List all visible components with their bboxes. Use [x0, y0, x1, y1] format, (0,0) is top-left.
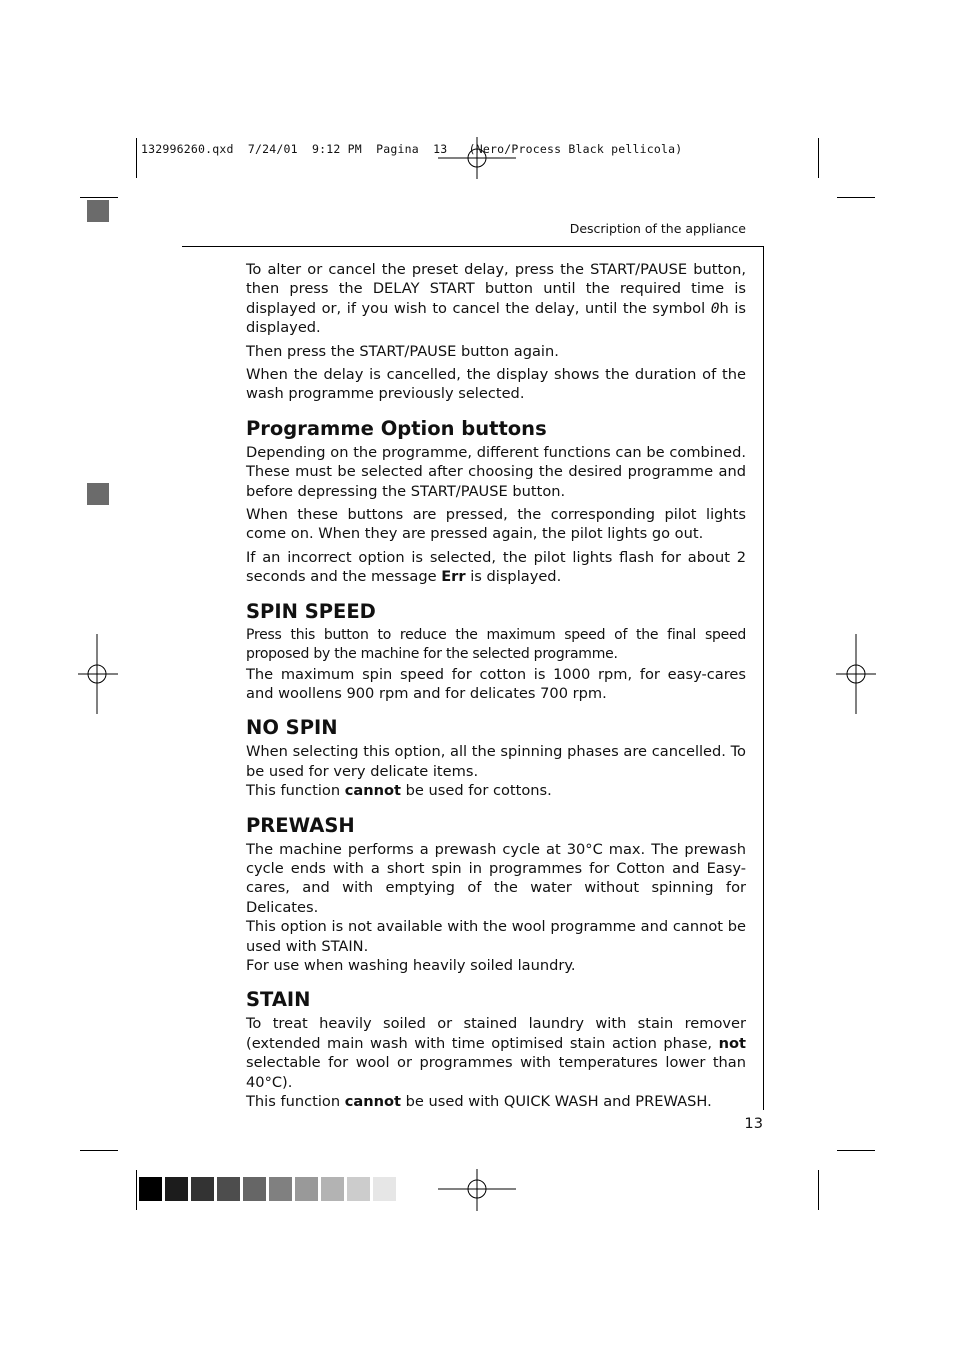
- spin-speed-paragraph-1: Press this button to reduce the maximum speed of the final speed proposed by the machine for the selected programme.: [246, 626, 746, 663]
- tone-swatch: [165, 1177, 188, 1201]
- stain-paragraph-2: This function cannot be used with QUICK WASH and PREWASH.: [246, 1093, 712, 1110]
- prewash-paragraph-2: This option is not available with the wool programme and cannot be used with STAIN.: [246, 918, 746, 955]
- tone-swatch: [139, 1177, 162, 1201]
- section-title-options: Programme Option buttons: [246, 416, 547, 440]
- intro-paragraph-2: Then press the START/PAUSE button again.: [246, 342, 559, 360]
- thumb-tab-lower: [87, 483, 109, 505]
- print-slug: 132996260.qxd 7/24/01 9:12 PM Pagina 13 (Nero/Process Black pellicola): [141, 142, 683, 156]
- tone-swatch: [191, 1177, 214, 1201]
- registration-mark-bottom: [438, 1169, 518, 1211]
- zero-symbol: 0: [710, 299, 720, 317]
- intro-paragraph-1: To alter or cancel the preset delay, press the START/PAUSE button, then press the DELAY START button until the required time is displayed or, if you wish to cancel the delay, until the symbol 0h is displayed.: [246, 261, 746, 337]
- options-paragraph-2: When these buttons are pressed, the corresponding pilot lights come on. When they are pressed again, the pilot lights go out.: [246, 506, 746, 543]
- tone-swatch: [347, 1177, 370, 1201]
- tone-swatch: [295, 1177, 318, 1201]
- tone-swatch: [321, 1177, 344, 1201]
- no-spin-paragraph-1: When selecting this option, all the spinning phases are cancelled. To be used for very delicate items.: [246, 743, 746, 780]
- no-spin-paragraph-2: This function cannot be used for cottons.: [246, 782, 552, 800]
- registration-mark-left: [78, 634, 118, 714]
- options-paragraph-3: If an incorrect option is selected, the pilot lights flash for about 2 seconds and the message Err is displayed.: [246, 548, 746, 586]
- intro-paragraph-3: When the delay is cancelled, the display shows the duration of the wash programme previously selected.: [246, 366, 746, 403]
- thumb-tab-upper: [87, 200, 109, 222]
- prewash-paragraph-1: The machine performs a prewash cycle at 30°C max. The prewash cycle ends with a short spin in programmes for Cotton and Easy-cares, and with emptying of the water without spinning for Delicates.: [246, 840, 746, 916]
- page-number: 13: [744, 1115, 763, 1132]
- registration-mark-right: [836, 634, 876, 714]
- section-title-prewash: PREWASH: [246, 813, 355, 837]
- section-title-spin-speed: SPIN SPEED: [246, 599, 376, 623]
- tone-swatch: [269, 1177, 292, 1201]
- spin-speed-paragraph-2: The maximum spin speed for cotton is 1000 rpm, for easy-cares and woollens 900 rpm and for delicates 700 rpm.: [246, 665, 746, 702]
- registration-mark-top: [438, 137, 518, 179]
- column-rule: [763, 246, 764, 1110]
- section-title-stain: STAIN: [246, 988, 311, 1012]
- prewash-paragraph-3: For use when washing heavily soiled laundry.: [246, 956, 576, 974]
- tone-swatch: [373, 1177, 396, 1201]
- stain-paragraph-1: To treat heavily soiled or stained laundry with stain remover (extended main wash with time optimised stain action phase, not selectable for wool or programmes with temperatures lower than 40°C).: [246, 1015, 746, 1091]
- tone-swatch: [243, 1177, 266, 1201]
- options-paragraph-1: Depending on the programme, different functions can be combined. These must be selected after choosing the desired programme and before depressing the START/PAUSE button.: [246, 443, 746, 500]
- tone-swatch: [217, 1177, 240, 1201]
- header-rule: [182, 246, 764, 247]
- section-title-no-spin: NO SPIN: [246, 716, 338, 740]
- main-content: [246, 260, 746, 1115]
- running-header: Description of the appliance: [569, 221, 746, 236]
